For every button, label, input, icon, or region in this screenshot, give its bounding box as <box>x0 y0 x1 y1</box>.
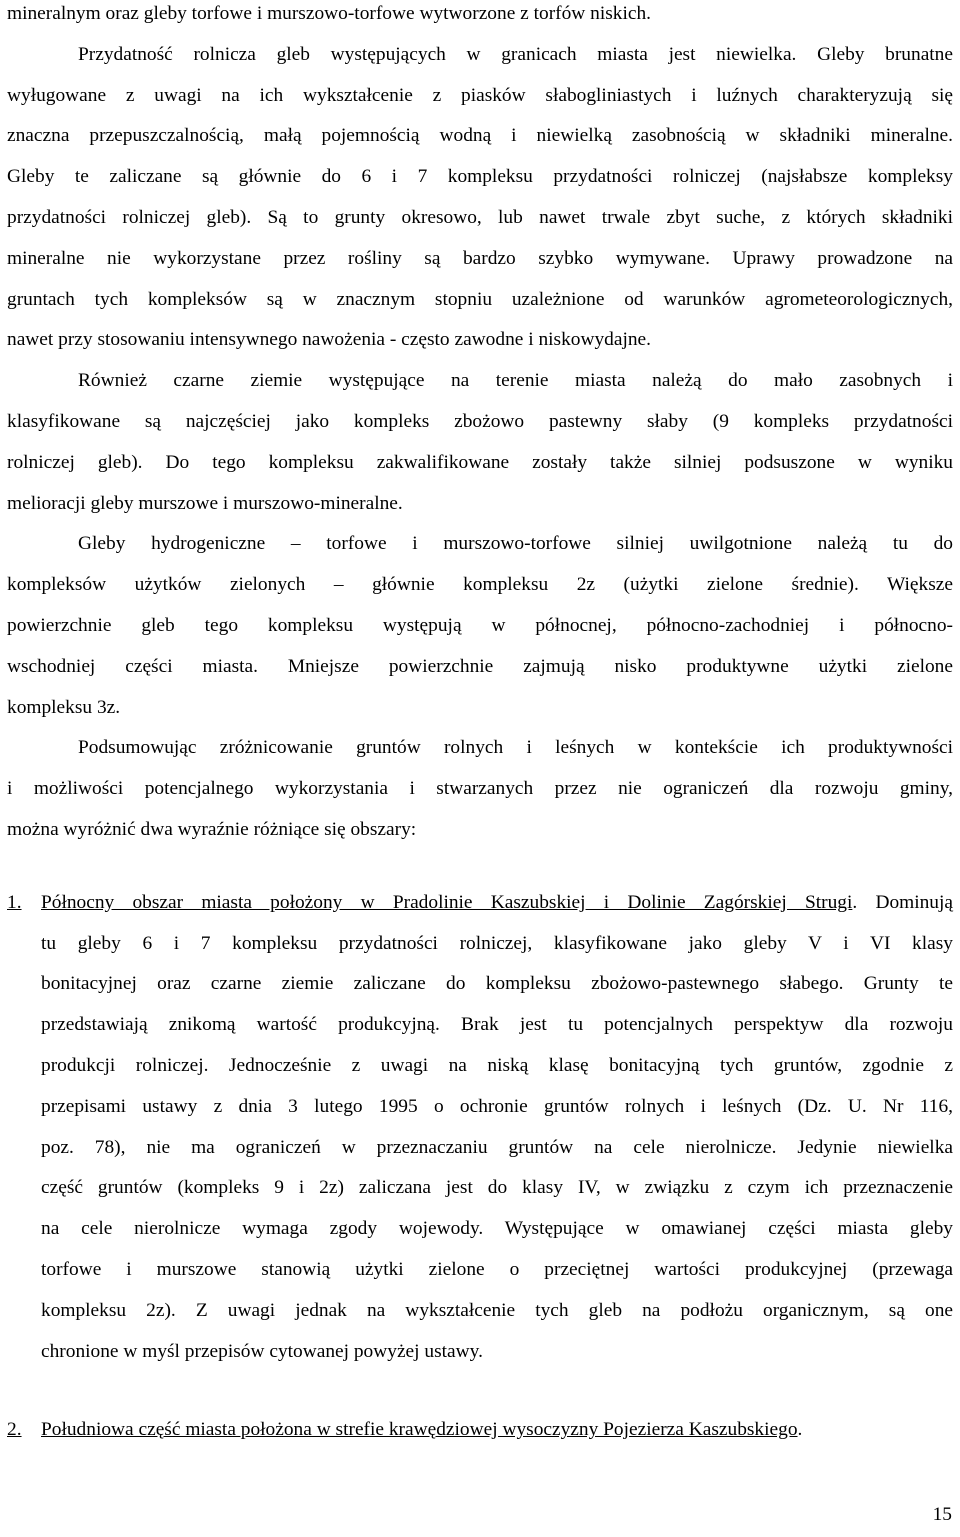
list-item <box>7 1410 953 1451</box>
list-item-heading-rest: . <box>797 1419 803 1441</box>
text-line: przydatności rolniczej gleb). Są to grunty okresowo, lub nawet trwale zbyt suche, z których składniki <box>7 206 953 228</box>
list-item-number: 2. <box>7 1419 22 1441</box>
page-number: 15 <box>932 1504 952 1525</box>
paragraph-2 <box>7 361 953 524</box>
paragraph-4 <box>7 728 953 850</box>
text-line: przedstawiają znikomą wartość produkcyjną. Brak jest tu potencjalnych perspektyw dla rozwoju <box>41 1014 953 1036</box>
text-line: można wyróżnić dwa wyraźnie różniące się obszary: <box>7 818 417 840</box>
text-line: klasyfikowane są najczęściej jako kompleks zbożowo pastewny słaby (9 kompleks przydatności <box>7 410 953 432</box>
text-line: kompleksu 3z. <box>7 696 121 718</box>
text-line: na cele nierolnicze wymaga zgody wojewody. Występujące w omawianej części miasta gleby <box>41 1218 953 1240</box>
text-line: gruntach tych kompleksów są w znacznym stopniu uzależnione od warunków agrometeorologicznych, <box>7 288 953 310</box>
paragraph-top <box>7 0 953 35</box>
text-line: torfowe i murszowe stanowią użytki zielone o przeciętnej wartości produkcyjnej (przewaga <box>41 1258 953 1280</box>
text-line: Również czarne ziemie występujące na terenie miasta należą do mało zasobnych i <box>78 370 953 392</box>
list-item-first-line <box>41 1410 953 1451</box>
text-line: melioracji gleby murszowe i murszowo-mineralne. <box>7 492 403 514</box>
text-line: kompleksów użytków zielonych – głównie kompleksu 2z (użytki zielone średnie). Większe <box>7 574 953 596</box>
text-line: Gleby hydrogeniczne – torfowe i murszowo-torfowe silniej uwilgotnione należą tu do <box>78 533 953 555</box>
list-item <box>7 883 953 1373</box>
text-line: część gruntów (kompleks 9 i 2z) zaliczana jest do klasy IV, w związku z czym ich przeznaczenie <box>41 1177 953 1199</box>
list-item-number: 1. <box>7 891 22 913</box>
text-line: Przydatność rolnicza gleb występujących w granicach miasta jest niewielka. Gleby brunatne <box>78 43 953 65</box>
text-line: powierzchnie gleb tego kompleksu występują w północnej, północno-zachodniej i północno- <box>7 614 953 636</box>
text-line: Podsumowując zróżnicowanie gruntów rolnych i leśnych w kontekście ich produktywności <box>78 737 953 759</box>
text-line: kompleksu 2z). Z uwagi jednak na wykształcenie tych gleb na podłożu organicznym, są one <box>41 1299 953 1321</box>
text-line: znaczna przepuszczalnością, małą pojemnością wodną i niewielką zasobnością w składniki mineralne. <box>7 125 953 147</box>
text-line: nawet przy stosowaniu intensywnego nawożenia - często zawodne i niskowydajne. <box>7 329 652 351</box>
list-item-first-line <box>41 883 953 924</box>
text-line: wyługowane z uwagi na ich wykształcenie z piasków słabogliniastych i luźnych charakteryzują się <box>7 84 953 106</box>
text-line: produkcji rolniczej. Jednocześnie z uwagi na niską klasę bonitacyjną tych gruntów, zgodnie z <box>41 1054 953 1076</box>
text-line: rolniczej gleb). Do tego kompleksu zakwalifikowane zostały także silniej podsuszone w wyniku <box>7 451 953 473</box>
text-line: wschodniej części miasta. Mniejsze powierzchnie zajmują nisko produktywne użytki zielone <box>7 655 953 677</box>
text-line: mineralne nie wykorzystane przez rośliny są bardzo szybko wymywane. Uprawy prowadzone na <box>7 247 953 269</box>
text-line: i możliwości potencjalnego wykorzystania i stwarzanych przez nie ograniczeń dla rozwoju gminy, <box>7 778 953 800</box>
text-line: przepisami ustawy z dnia 3 lutego 1995 o ochronie gruntów rolnych i leśnych (Dz. U. Nr 116, <box>41 1095 953 1117</box>
list-item-heading-rest: . Dominują <box>852 891 953 913</box>
spacer <box>7 1372 953 1410</box>
text-line: poz. 78), nie ma ograniczeń w przeznaczaniu gruntów na cele nierolnicze. Jedynie niewielka <box>41 1136 953 1158</box>
paragraph-3 <box>7 524 953 728</box>
text-line: chronione w myśl przepisów cytowanej powyżej ustawy. <box>41 1340 483 1362</box>
list-item-heading: Północny obszar miasta położony w Pradolinie Kaszubskiej i Dolinie Zagórskiej Strugi <box>41 891 853 913</box>
text-line: tu gleby 6 i 7 kompleksu przydatności rolniczej, klasyfikowane jako gleby V i VI klasy <box>41 932 953 954</box>
text-line: bonitacyjnej oraz czarne ziemie zaliczane do kompleksu zbożowo-pastewnego słabego. Grunty te <box>41 973 953 995</box>
document-page <box>7 0 953 1451</box>
list-item-heading: Południowa część miasta położona w strefie krawędziowej wysoczyzny Pojezierza Kaszubskiego <box>41 1419 798 1441</box>
spacer <box>7 851 953 883</box>
paragraph-1 <box>7 35 953 361</box>
text-line: Gleby te zaliczane są głównie do 6 i 7 kompleksu przydatności rolniczej (najsłabsze kompleksy <box>7 166 953 188</box>
text-line: mineralnym oraz gleby torfowe i murszowo-torfowe wytworzone z torfów niskich. <box>7 3 652 24</box>
